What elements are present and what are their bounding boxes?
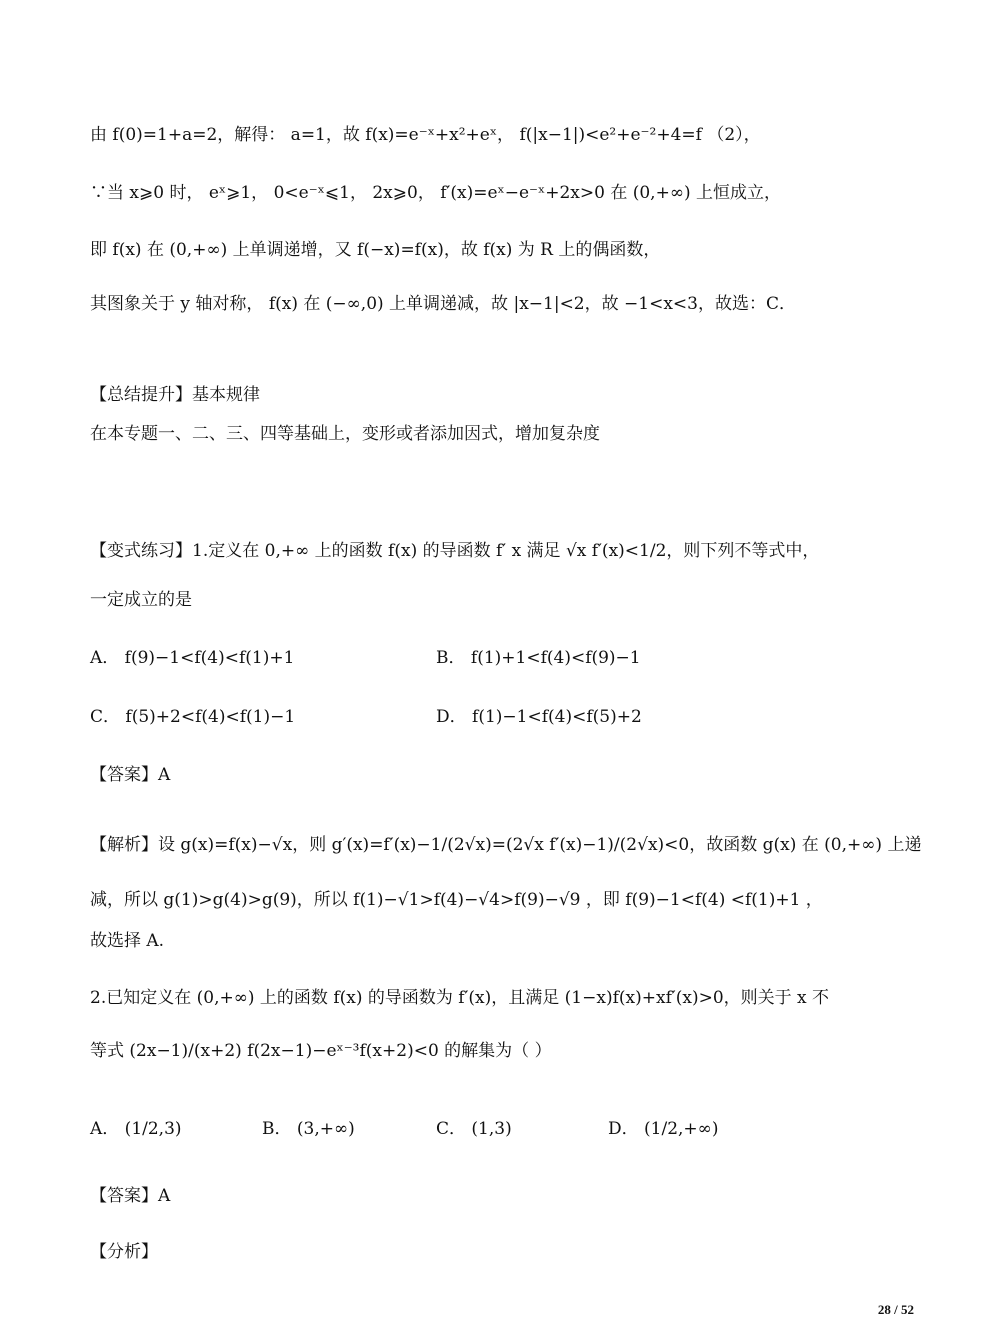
summary-text: 在本专题一、二、三、四等基础上，变形或者添加因式，增加复杂度	[90, 424, 600, 444]
q1-analysis-line-3: 故选择 A.	[90, 931, 165, 951]
question-2-stem: 2.已知定义在 (0,+∞) 上的函数 f(x) 的导函数为 f′(x)，且满足 (1−x)f(x)+xf′(x)>0，则关于 x 不	[90, 988, 830, 1008]
q2-option-b: B． (3,+∞)	[262, 1119, 355, 1139]
solution-line-4: 其图象关于 y 轴对称， f(x) 在 (−∞,0) 上单调递减，故 |x−1|<2，故 −1<x<3，故选：C．	[90, 294, 796, 314]
solution-line-3: 即 f(x) 在 (0,+∞) 上单调递增，又 f(−x)=f(x)，故 f(x) 为 R 上的偶函数，	[90, 240, 661, 260]
page-number: 28 / 52	[877, 1302, 914, 1317]
solution-line-1: 由 f(0)=1+a=2，解得： a=1，故 f(x)=e⁻ˣ+x²+eˣ， f(|x−1|)<e²+e⁻²+4=f （2），	[90, 125, 761, 145]
question-1-stem: 【变式练习】1.定义在 0,+∞ 上的函数 f(x) 的导函数 f′ x 满足 √x f′(x)<1/2，则下列不等式中，	[90, 541, 820, 561]
q1-analysis-line-2: 减，所以 g(1)>g(4)>g(9)，所以 f(1)−√1>f(4)−√4>f(9)−√9 ，即 f(9)−1<f(4) <f(1)+1 ，	[90, 890, 823, 910]
summary-title: 【总结提升】基本规律	[90, 385, 260, 405]
q1-option-a: A． f(9)−1<f(4)<f(1)+1	[90, 648, 295, 668]
q2-option-d: D． (1/2,+∞)	[608, 1119, 719, 1139]
q1-option-d: D． f(1)−1<f(4)<f(5)+2	[436, 707, 642, 727]
q1-answer: 【答案】A	[90, 765, 171, 785]
q2-option-a: A． (1/2,3)	[90, 1119, 182, 1139]
q2-answer: 【答案】A	[90, 1186, 171, 1206]
question-1-stem-cont: 一定成立的是	[90, 590, 192, 610]
q1-option-b: B． f(1)+1<f(4)<f(9)−1	[436, 648, 641, 668]
q1-analysis-line-1: 【解析】设 g(x)=f(x)−√x，则 g′(x)=f′(x)−1/(2√x)=(2√x f′(x)−1)/(2√x)<0，故函数 g(x) 在 (0,+∞) 上递	[90, 835, 922, 855]
q1-option-c: C． f(5)+2<f(4)<f(1)−1	[90, 707, 296, 727]
solution-line-2: ∵当 x⩾0 时， eˣ⩾1， 0<e⁻ˣ⩽1， 2x⩾0， f′(x)=eˣ−e⁻ˣ+2x>0 在 (0,+∞) 上恒成立，	[90, 183, 782, 203]
q2-option-c: C． (1,3)	[436, 1119, 512, 1139]
q2-analysis-heading: 【分析】	[90, 1242, 158, 1262]
question-2-stem-cont: 等式 (2x−1)/(x+2) f(2x−1)−eˣ⁻³f(x+2)<0 的解集为（ ）	[90, 1041, 552, 1061]
